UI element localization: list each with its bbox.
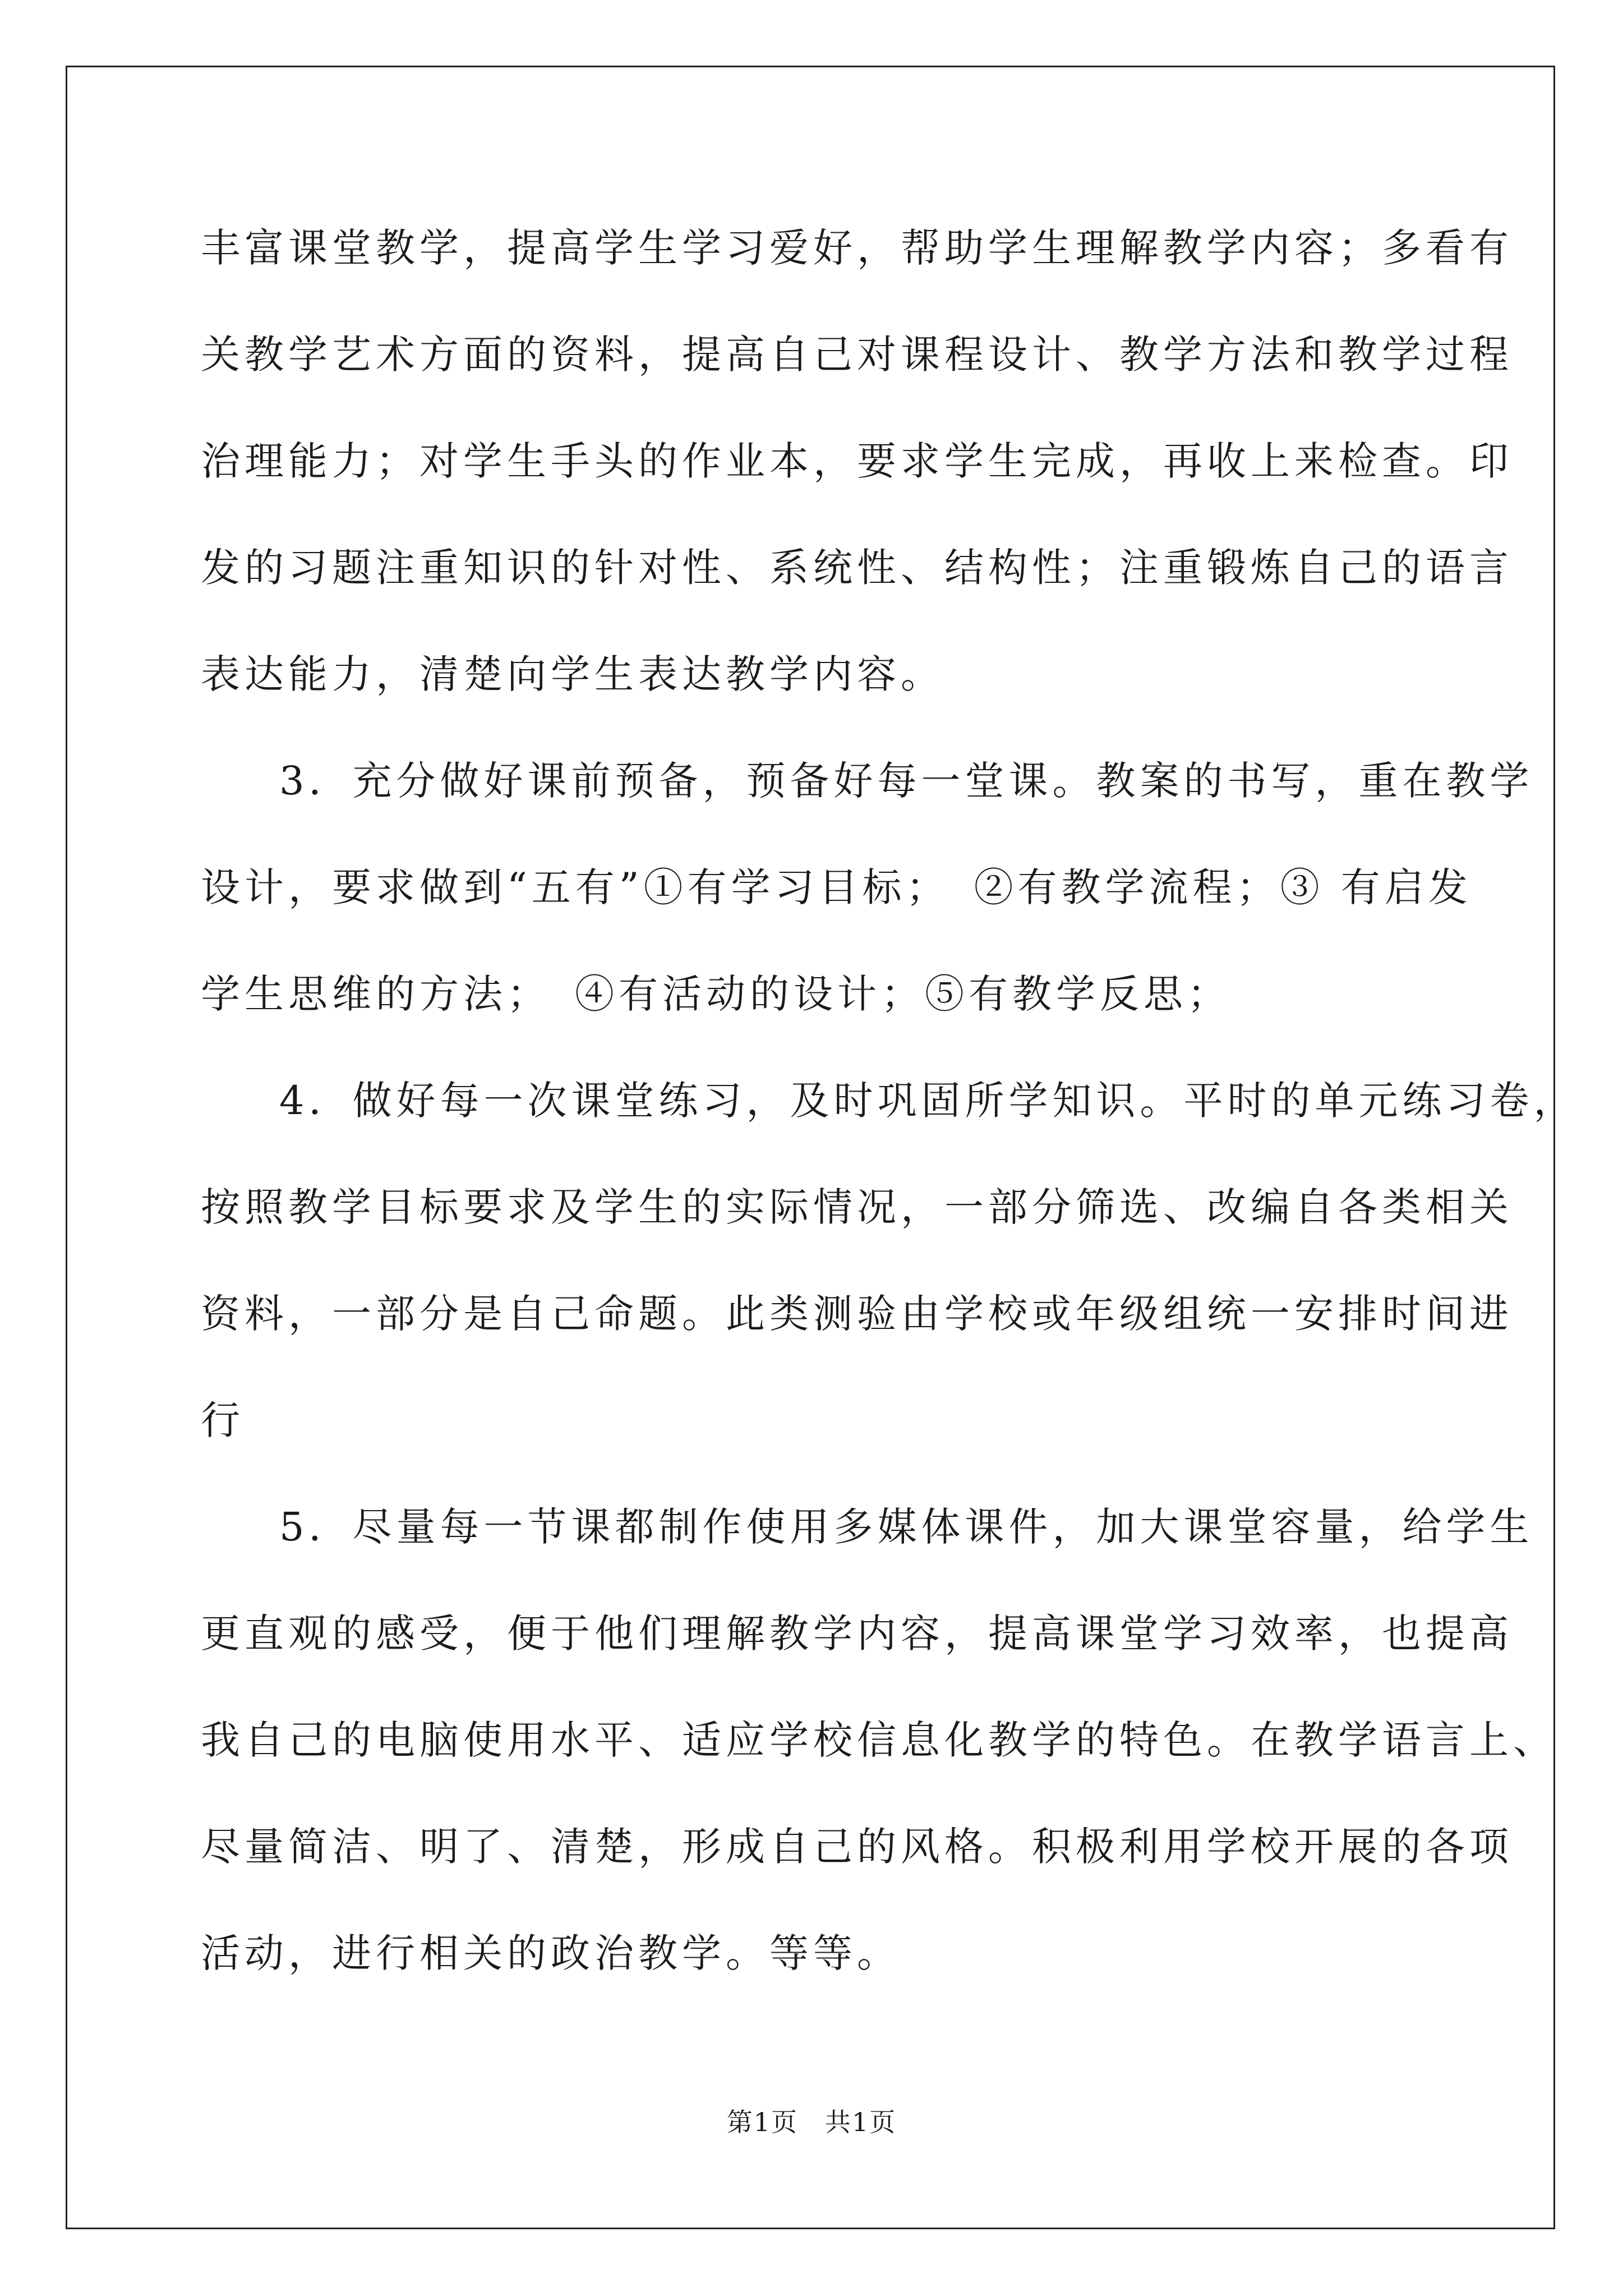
text-line: 活动，进行相关的政治教学。等等。 [201, 1930, 901, 1976]
page-footer: 第1页 共1页 [726, 2107, 897, 2137]
text-line: 丰富课堂教学，提高学生学习爱好，帮助学生理解教学内容；多看有 [201, 225, 1513, 271]
text-line: 发的习题注重知识的针对性、系统性、结构性；注重锻炼自己的语言 [201, 545, 1513, 591]
text-line: 更直观的感受，便于他们理解教学内容，提高课堂学习效率，也提高 [201, 1611, 1513, 1657]
text-line: 我自己的电脑使用水平、适应学校信息化教学的特色。在教学语言上、 [201, 1717, 1557, 1763]
text-line: 设计，要求做到“五有”①有学习目标； ②有教学流程；③ 有启发 [201, 864, 1472, 910]
paragraph-4-start: 4．做好每一次课堂练习，及时巩固所学知识。平时的单元练习卷， [279, 1078, 1578, 1124]
text-line: 关教学艺术方面的资料，提高自己对课程设计、教学方法和教学过程 [201, 332, 1513, 378]
paragraph-5-start: 5．尽量每一节课都制作使用多媒体课件，加大课堂容量，给学生 [279, 1504, 1534, 1550]
text-line: 学生思维的方法； ④有活动的设计；⑤有教学反思； [201, 971, 1231, 1017]
text-line: 按照教学目标要求及学生的实际情况，一部分筛选、改编自各类相关 [201, 1184, 1513, 1230]
text-line: 表达能力，清楚向学生表达教学内容。 [201, 651, 944, 697]
text-line: 尽量简洁、明了、清楚，形成自己的风格。积极利用学校开展的各项 [201, 1824, 1513, 1870]
document-body [201, 219, 1578, 2031]
text-line: 行 [201, 1397, 245, 1443]
paragraph-3-start: 3．充分做好课前预备，预备好每一堂课。教案的书写，重在教学 [279, 758, 1534, 804]
text-line: 治理能力；对学生手头的作业本，要求学生完成，再收上来检查。印 [201, 438, 1513, 484]
text-line: 资料，一部分是自己命题。此类测验由学校或年级组统一安排时间进 [201, 1291, 1513, 1337]
